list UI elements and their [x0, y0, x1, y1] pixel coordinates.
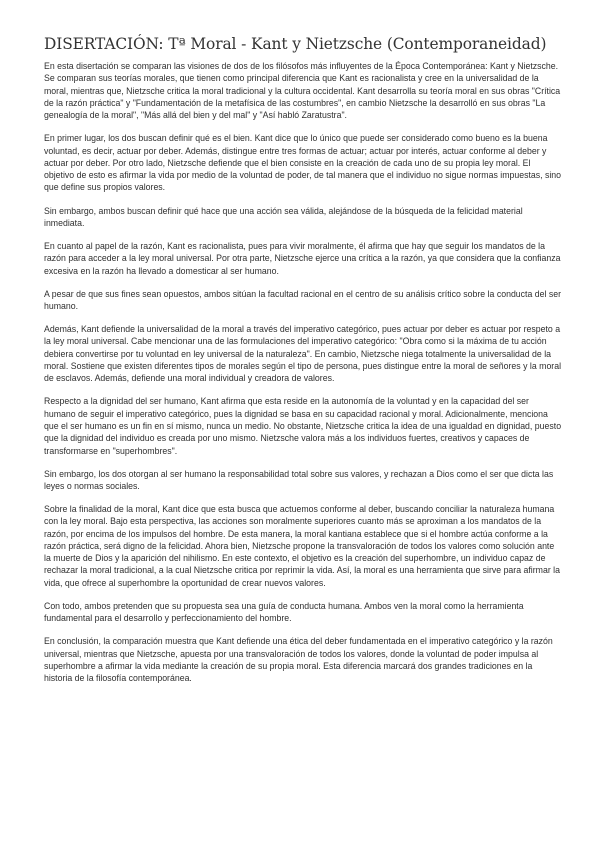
- paragraph-dignidad-similitud: Sin embargo, los dos otorgan al ser humano la responsabilidad total sobre sus valores, y rechazan a Dios como el ser que dicta las leyes o normas sociales.: [44, 468, 554, 491]
- paragraph-razon: En cuanto al papel de la razón, Kant es racionalista, pues para vivir moralmente, él afirma que hay que seguir los mandatos de la razón para acceder a la ley moral universal. Por otra parte, Nietzsche ejerce una crítica a la razón, ya que considera que la confianza excesiva en la razón ha llevado a domesticar al ser humano.: [44, 240, 561, 276]
- paragraph-dignidad: Respecto a la dignidad del ser humano, Kant afirma que esta reside en la autonomía de la voluntad y en la capacidad del ser humano de seguir el imperativo categórico, pues la dignidad se basa en su capacidad racional y moral. Adicionalmente, menciona que el ser humano es un fin en sí mismo, nunca un medio. No obstante, Nietzsche critica la idea de una igualdad en dignidad, puesto que la dignidad del individuo es creada por uno mismo. Nietzsche valora más a los individuos fuertes, creativos y capaces de transformarse en "superhombres".: [44, 396, 562, 456]
- paragraph-bien: En primer lugar, los dos buscan definir qué es el bien. Kant dice que lo único que puede ser considerado como bueno es la buena voluntad, es decir, actuar por deber. Además, distingue entre tres formas de actuar; actuar por interés, actuar conforme al deber y actuar por deber. Por otro lado, Nietzsche defiende que el bien consiste en la creación de cada uno de su propia ley moral. El objetivo de esto es afirmar la vida por medio de la voluntad de poder, de tal manera que el individuo no sigue normas impuestas, sino que define sus propios valores.: [44, 133, 562, 193]
- document-page: [44, 34, 562, 695]
- paragraph-bien-similitud: Sin embargo, ambos buscan definir qué hace que una acción sea válida, alejándose de la búsqueda de la felicidad material inmediata.: [44, 205, 523, 228]
- paragraph-conclusion: En conclusión, la comparación muestra que Kant defiende una ética del deber fundamentada en el imperativo categórico y la razón universal, mientras que Nietzsche, apuesta por una transvaloración de todos los valores, donde la voluntad de poder impulsa al superhombre a afirmar la vida mediante la creación de su propia moral. Esta diferencia marcará dos grandes tradiciones en la historia de la filosofía contemporánea.: [44, 636, 553, 684]
- paragraph-finalidad-similitud: Con todo, ambos pretenden que su propuesta sea una guía de conducta humana. Ambos ven la moral como la herramienta fundamental para el desarrollo y perfeccionamiento del hombre.: [44, 600, 524, 624]
- paragraph-introduction: En esta disertación se comparan las visiones de dos de los filósofos más influyentes de la Época Contemporánea: Kant y Nietzsche. Se comparan sus teorías morales, que tienen como principal diferencia que Kant es racionalista y cree en la universalidad de la moral, mientras que, Nietzsche critica la moral tradicional y la cultura occidental. Kant desarrolla su teoría moral en sus obras "Crítica de la razón práctica" y "Fundamentación de la metafísica de las costumbres", en cambio Nietzsche la desarrolló en sus obras "La genealogía de la moral", "Más allá del bien y del mal" y "Así habló Zaratustra".: [44, 61, 561, 121]
- document-title: DISERTACIÓN: Tª Moral - Kant y Nietzsche (Contemporaneidad): [44, 35, 547, 53]
- paragraph-razon-similitud: A pesar de que sus fines sean opuestos, ambos sitúan la facultad racional en el centro de su análisis crítico sobre la conducta del ser humano.: [44, 288, 562, 311]
- paragraph-universalidad: Además, Kant defiende la universalidad de la moral a través del imperativo categórico, pues actuar por deber es actuar por respeto a la ley moral universal. Cabe mencionar una de las formulaciones del imperativo categórico: "Obra como si la máxima de tu acción debiera convertirse por tu voluntad en ley universal de la naturaleza". En cambio, Nietzsche niega totalmente la universalidad de la moral. Sostiene que existen diferentes tipos de morales según el tipo de persona, pues distingue entre la moral de señores y la moral de esclavos. Además, defiende una moral individual y creadora de valores.: [44, 324, 562, 384]
- paragraph-finalidad: Sobre la finalidad de la moral, Kant dice que esta busca que actuemos conforme al deber, buscando conciliar la naturaleza humana con la ley moral. Bajo esta perspectiva, las acciones son moralmente superiores cuanto más se aproximan a los mandatos de la razón, por encima de los impulsos del hombre. De esta manera, la moral kantiana establece que si el hombre actúa conforme a la razón práctica, será digno de la felicidad. Ahora bien, Nietzsche propone la transvaloración de todos los valores como solución ante la muerte de Dios y la aparición del nihilismo. En este contexto, el objetivo es la creación del superhombre, un individuo capaz de rechazar la moral tradicional, a la cual Nietzsche critica por reprimir la vida. Así, la moral es una herramienta que sirve para afirmar la vida, que ofrece al superhombre la oportunidad de crear nuevos valores.: [44, 503, 560, 588]
